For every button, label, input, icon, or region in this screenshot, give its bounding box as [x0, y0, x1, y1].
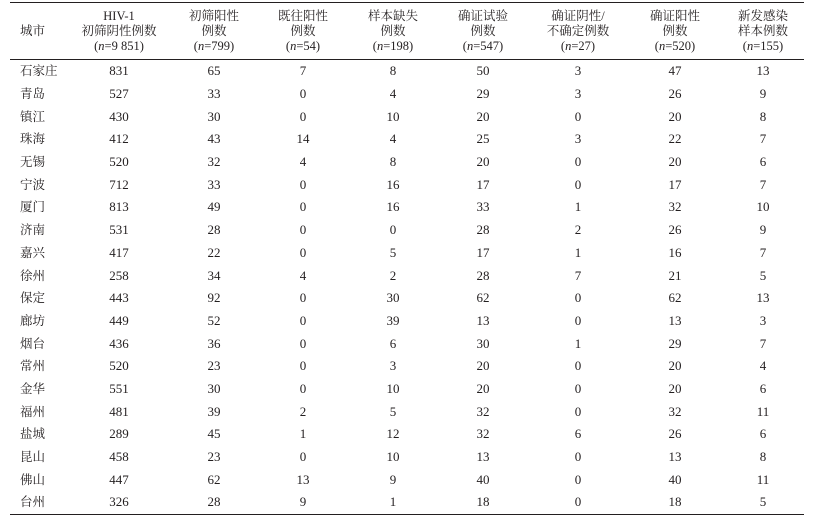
- city-cell: 昆山: [20, 449, 46, 465]
- count-cell: 13: [476, 449, 490, 465]
- table-row: [10, 378, 804, 401]
- header-sample-size: (n=520): [654, 39, 696, 53]
- city-cell: 廊坊: [20, 312, 46, 328]
- count-cell: 0: [299, 108, 307, 124]
- sample-size-symbol: n: [746, 39, 754, 53]
- header-label: 样本例数: [737, 24, 788, 38]
- count-cell: 0: [299, 222, 307, 238]
- count-cell: 32: [668, 199, 682, 215]
- count-cell: 436: [109, 335, 129, 351]
- count-cell: 32: [668, 403, 682, 419]
- count-cell: 551: [109, 380, 129, 396]
- count-cell: 47: [668, 63, 682, 79]
- table-row: [10, 332, 804, 355]
- count-cell: 5: [759, 267, 767, 283]
- sample-size-symbol: n: [658, 39, 666, 53]
- count-cell: 65: [207, 63, 221, 79]
- count-cell: 527: [109, 86, 129, 102]
- table-row: [10, 264, 804, 287]
- count-cell: 40: [476, 471, 490, 487]
- count-cell: 32: [476, 426, 490, 442]
- header-label: 不确定例数: [546, 24, 610, 38]
- count-cell: 0: [574, 471, 582, 487]
- table-row: [10, 468, 804, 491]
- header-label: 例数: [662, 24, 688, 38]
- sample-size-value: =799: [204, 39, 231, 53]
- sample-size-value: =198: [383, 39, 410, 53]
- table-row: [10, 196, 804, 219]
- city-cell: 台州: [10, 491, 68, 514]
- header-label: 初筛阳性: [188, 9, 239, 23]
- sample-size-value: =9 851: [104, 39, 140, 53]
- count-cell: 17: [476, 244, 490, 260]
- city-cell: 石家庄: [20, 63, 58, 79]
- count-cell: 13: [296, 471, 310, 487]
- table-row: [10, 60, 804, 83]
- table-row: [10, 219, 804, 242]
- header-label: 城市: [20, 24, 46, 38]
- count-cell: 20: [668, 380, 682, 396]
- count-cell: 49: [207, 199, 221, 215]
- count-cell: 20: [476, 154, 490, 170]
- count-cell: 0: [299, 449, 307, 465]
- count-cell: 3: [574, 131, 582, 147]
- header-label: 例数: [201, 24, 227, 38]
- count-cell: 0: [528, 491, 628, 514]
- count-cell: 26: [668, 222, 682, 238]
- count-cell: 16: [386, 199, 400, 215]
- count-cell: 520: [109, 154, 129, 170]
- count-cell: 0: [574, 108, 582, 124]
- header-sample-size: (n=547): [462, 39, 504, 53]
- count-cell: 0: [299, 199, 307, 215]
- count-cell: 6: [389, 335, 397, 351]
- count-cell: 92: [207, 290, 221, 306]
- count-cell: 0: [574, 403, 582, 419]
- count-cell: 1: [574, 199, 582, 215]
- count-cell: 40: [668, 471, 682, 487]
- header-label: 样本缺失: [367, 9, 418, 23]
- column-header: [722, 3, 804, 60]
- sample-size-symbol: n: [376, 39, 384, 53]
- city-cell: 金华: [20, 380, 46, 396]
- count-cell: 43: [207, 131, 221, 147]
- count-cell: 0: [574, 380, 582, 396]
- count-cell: 6: [759, 154, 767, 170]
- header-sample-size: (n=799): [193, 39, 235, 53]
- count-cell: 62: [207, 471, 221, 487]
- count-cell: 3: [759, 312, 767, 328]
- city-cell: 厦门: [20, 199, 46, 215]
- count-cell: 0: [299, 380, 307, 396]
- count-cell: 34: [207, 267, 221, 283]
- count-cell: 26: [668, 86, 682, 102]
- count-cell: 0: [574, 358, 582, 374]
- city-cell: 嘉兴: [20, 244, 46, 260]
- count-cell: 7: [759, 176, 767, 192]
- count-cell: 16: [668, 244, 682, 260]
- count-cell: 13: [476, 312, 490, 328]
- count-cell: 4: [299, 267, 307, 283]
- city-cell: 济南: [20, 222, 46, 238]
- count-cell: 30: [207, 380, 221, 396]
- count-cell: 13: [756, 63, 770, 79]
- count-cell: 0: [574, 176, 582, 192]
- count-cell: 32: [476, 403, 490, 419]
- count-cell: 0: [574, 154, 582, 170]
- count-cell: 30: [207, 108, 221, 124]
- count-cell: 0: [389, 222, 397, 238]
- count-cell: 10: [386, 449, 400, 465]
- city-cell: 佛山: [20, 471, 46, 487]
- count-cell: 30: [476, 335, 490, 351]
- count-cell: 39: [207, 403, 221, 419]
- column-header: [628, 3, 722, 60]
- count-cell: 5: [389, 403, 397, 419]
- count-cell: 0: [299, 335, 307, 351]
- count-cell: 0: [299, 86, 307, 102]
- header-label: 例数: [470, 24, 496, 38]
- count-cell: 417: [109, 244, 129, 260]
- count-cell: 4: [389, 86, 397, 102]
- count-cell: 62: [668, 290, 682, 306]
- header-label: 确证试验: [457, 9, 508, 23]
- header-label: 例数: [290, 24, 316, 38]
- sample-size-value: =547: [473, 39, 500, 53]
- count-cell: 412: [109, 131, 129, 147]
- count-cell: 33: [476, 199, 490, 215]
- count-cell: 12: [386, 426, 400, 442]
- count-cell: 326: [68, 491, 170, 514]
- count-cell: 4: [389, 131, 397, 147]
- sample-size-symbol: n: [565, 39, 572, 53]
- count-cell: 520: [109, 358, 129, 374]
- count-cell: 6: [759, 426, 767, 442]
- count-cell: 16: [386, 176, 400, 192]
- count-cell: 20: [476, 380, 490, 396]
- count-cell: 28: [476, 267, 490, 283]
- table-row: [10, 355, 804, 378]
- count-cell: 712: [109, 176, 129, 192]
- sample-size-value: =54: [296, 39, 316, 53]
- column-header: [258, 3, 348, 60]
- table-row: [10, 423, 804, 446]
- count-cell: 2: [299, 403, 307, 419]
- count-cell: 20: [476, 358, 490, 374]
- column-header: [528, 3, 628, 60]
- count-cell: 9: [389, 471, 397, 487]
- count-cell: 17: [668, 176, 682, 192]
- count-cell: 449: [109, 312, 129, 328]
- header-sample-size: (n=198): [372, 39, 414, 53]
- table-row: [10, 242, 804, 265]
- header-label: 初筛阴性例数: [81, 24, 157, 38]
- count-cell: 3: [574, 86, 582, 102]
- table-row: [10, 151, 804, 174]
- count-cell: 481: [109, 403, 129, 419]
- column-header: [68, 3, 170, 60]
- table-row: [10, 310, 804, 333]
- count-cell: 0: [574, 290, 582, 306]
- count-cell: 9: [258, 491, 348, 514]
- count-cell: 28: [476, 222, 490, 238]
- count-cell: 0: [299, 312, 307, 328]
- count-cell: 28: [207, 222, 221, 238]
- table-row: [10, 128, 804, 151]
- count-cell: 26: [668, 426, 682, 442]
- column-header: [170, 3, 258, 60]
- table-row: [10, 491, 804, 514]
- count-cell: 13: [756, 290, 770, 306]
- count-cell: 430: [109, 108, 129, 124]
- sample-size-value: =520: [665, 39, 692, 53]
- count-cell: 20: [668, 154, 682, 170]
- count-cell: 17: [476, 176, 490, 192]
- count-cell: 22: [668, 131, 682, 147]
- count-cell: 9: [759, 86, 767, 102]
- count-cell: 32: [207, 154, 221, 170]
- count-cell: 29: [476, 86, 490, 102]
- count-cell: 45: [207, 426, 221, 442]
- count-cell: 4: [299, 154, 307, 170]
- count-cell: 20: [668, 358, 682, 374]
- count-cell: 30: [386, 290, 400, 306]
- city-cell: 珠海: [20, 131, 46, 147]
- sample-size-symbol: n: [197, 39, 205, 53]
- header-label: 新发感染: [737, 9, 788, 23]
- count-cell: 5: [722, 491, 804, 514]
- count-cell: 18: [438, 491, 528, 514]
- count-cell: 3: [389, 358, 397, 374]
- count-cell: 443: [109, 290, 129, 306]
- count-cell: 531: [109, 222, 129, 238]
- count-cell: 0: [299, 290, 307, 306]
- count-cell: 29: [668, 335, 682, 351]
- table-header: [10, 3, 804, 60]
- table-row: [10, 287, 804, 310]
- column-header-city: [10, 3, 68, 60]
- sample-size-value: =27: [571, 39, 591, 53]
- city-cell: 徐州: [20, 267, 46, 283]
- count-cell: 7: [759, 244, 767, 260]
- city-cell: 常州: [20, 358, 46, 374]
- count-cell: 3: [574, 63, 582, 79]
- city-cell: 盐城: [20, 426, 46, 442]
- header-sample-size: (n=54): [285, 39, 321, 53]
- header-label: 确证阳性: [649, 9, 700, 23]
- count-cell: 23: [207, 449, 221, 465]
- count-cell: 831: [109, 63, 129, 79]
- count-cell: 11: [756, 403, 770, 419]
- count-cell: 8: [759, 108, 767, 124]
- count-cell: 33: [207, 86, 221, 102]
- table-row: [10, 400, 804, 423]
- count-cell: 4: [759, 358, 767, 374]
- count-cell: 11: [756, 471, 770, 487]
- table-row: [10, 446, 804, 469]
- count-cell: 39: [386, 312, 400, 328]
- count-cell: 13: [668, 312, 682, 328]
- count-cell: 33: [207, 176, 221, 192]
- city-cell: 烟台: [20, 335, 46, 351]
- count-cell: 7: [759, 335, 767, 351]
- header-sample-size: (n=27): [560, 39, 596, 53]
- count-cell: 9: [759, 222, 767, 238]
- count-cell: 258: [109, 267, 129, 283]
- header-label: HIV-1: [103, 9, 135, 23]
- count-cell: 28: [170, 491, 258, 514]
- header-sample-size: (n=155): [742, 39, 784, 53]
- sample-size-symbol: n: [290, 39, 297, 53]
- city-cell: 镇江: [20, 108, 46, 124]
- city-cell: 福州: [20, 403, 46, 419]
- count-cell: 8: [389, 63, 397, 79]
- count-cell: 289: [109, 426, 129, 442]
- count-cell: 447: [109, 471, 129, 487]
- city-cell: 保定: [20, 290, 46, 306]
- header-label: 例数: [380, 24, 406, 38]
- count-cell: 6: [574, 426, 582, 442]
- count-cell: 10: [756, 199, 770, 215]
- count-cell: 0: [574, 312, 582, 328]
- count-cell: 458: [109, 449, 129, 465]
- count-cell: 7: [299, 63, 307, 79]
- count-cell: 20: [476, 108, 490, 124]
- city-cell: 无锡: [20, 154, 46, 170]
- count-cell: 1: [348, 491, 438, 514]
- count-cell: 8: [759, 449, 767, 465]
- count-cell: 2: [574, 222, 582, 238]
- count-cell: 52: [207, 312, 221, 328]
- header-label: 既往阳性: [277, 9, 328, 23]
- count-cell: 21: [668, 267, 682, 283]
- table-row: [10, 105, 804, 128]
- count-cell: 0: [574, 449, 582, 465]
- count-cell: 7: [574, 267, 582, 283]
- table-body: [10, 60, 804, 515]
- count-cell: 0: [299, 176, 307, 192]
- count-cell: 25: [476, 131, 490, 147]
- hiv-screening-table: [10, 2, 804, 515]
- count-cell: 18: [628, 491, 722, 514]
- column-header: [438, 3, 528, 60]
- header-label: 确证阴性/: [551, 9, 605, 23]
- count-cell: 6: [759, 380, 767, 396]
- city-cell: 宁波: [20, 176, 46, 192]
- count-cell: 20: [668, 108, 682, 124]
- count-cell: 1: [574, 335, 582, 351]
- count-cell: 2: [389, 267, 397, 283]
- count-cell: 1: [574, 244, 582, 260]
- table-row: [10, 83, 804, 106]
- header-sample-size: (n=9 851): [94, 39, 144, 53]
- sample-size-symbol: n: [98, 39, 105, 53]
- column-header: [348, 3, 438, 60]
- table-row: [10, 173, 804, 196]
- count-cell: 22: [207, 244, 221, 260]
- count-cell: 62: [476, 290, 490, 306]
- count-cell: 13: [668, 449, 682, 465]
- header-row: [10, 3, 804, 60]
- count-cell: 0: [299, 358, 307, 374]
- count-cell: 23: [207, 358, 221, 374]
- count-cell: 0: [299, 244, 307, 260]
- count-cell: 10: [386, 380, 400, 396]
- count-cell: 8: [389, 154, 397, 170]
- sample-size-symbol: n: [466, 39, 474, 53]
- count-cell: 7: [759, 131, 767, 147]
- count-cell: 1: [299, 426, 307, 442]
- count-cell: 813: [109, 199, 129, 215]
- city-cell: 青岛: [20, 86, 46, 102]
- count-cell: 36: [207, 335, 221, 351]
- sample-size-value: =155: [753, 39, 780, 53]
- count-cell: 5: [389, 244, 397, 260]
- count-cell: 10: [386, 108, 400, 124]
- count-cell: 14: [296, 131, 310, 147]
- count-cell: 50: [476, 63, 490, 79]
